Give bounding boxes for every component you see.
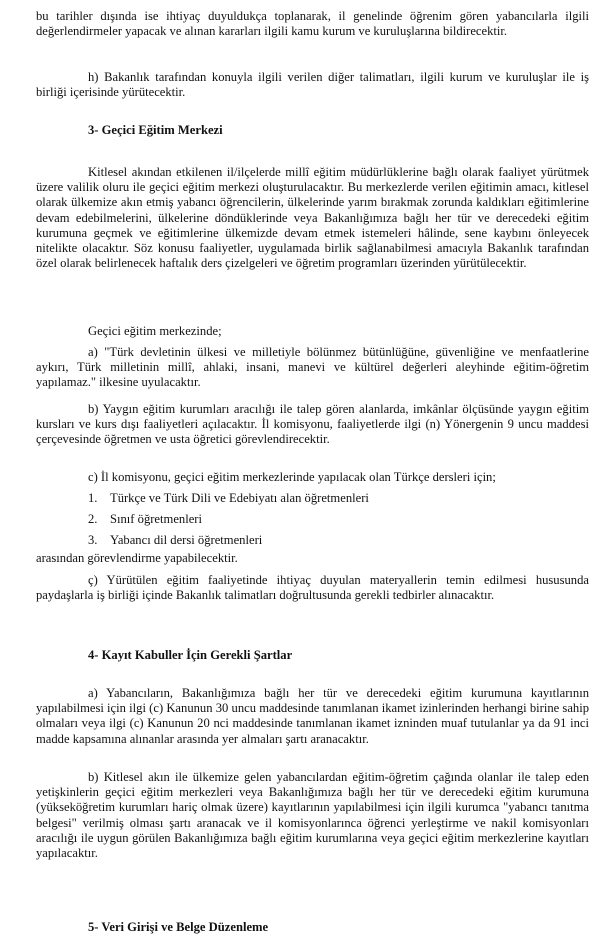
paragraph-a: a) "Türk devletinin ülkesi ve milletiyle bölünmez bütünlüğüne, güvenliğine ve menfaatlerine aykırı, Türk milletinin millî, ahlaki, insani, manevi ve kültürel değerleri aleyhinde eğitim-öğretim yapılamaz." ilkesine uyulacaktır. [36,345,589,390]
section-heading-3: 3- Geçici Eğitim Merkezi [88,123,223,137]
list-item: 3. Yabancı dil dersi öğretmenleri [88,533,263,547]
paragraph-merkezinde: Geçici eğitim merkezinde; [88,324,222,338]
paragraph-h: h) Bakanlık tarafından konuyla ilgili verilen diğer talimatları, ilgili kurum ve kuruluşlar ile iş birliği içerisinde yürütecektir. [36,70,589,100]
list-item: 2. Sınıf öğretmenleri [88,512,202,526]
paragraph-continuation: bu tarihler dışında ise ihtiyaç duyuldukça toplanarak, il genelinde öğrenim gören yabancılarla ilgili değerlendirmeler yapacak ve alınan kararları ilgili kamu kurum ve kuruluşlarına bildirecektir. [36,9,589,39]
paragraph-c: c) İl komisyonu, geçici eğitim merkezlerinde yapılacak olan Türkçe dersleri için; [88,470,496,484]
paragraph-4b: b) Kitlesel akın ile ülkemize gelen yabancılardan eğitim-öğretim çağında olanlar ile talep eden yetişkinlerin geçici eğitim merkezleri veya Bakanlığımıza bağlı her tür ve derecedeki eğitim kurumuna (yükseköğretim kurumları hariç olmak üzere) kayıtlarının yapılabilmesi için ilgili kurumca "yabancı tanıtma belgesi" verilmiş olması şartı aranacak ve il komisyonlarınca öğrenci yerleştirme ve nakil komisyonları aracılığı ile uygun görülen Bakanlığımıza bağlı eğitim kurumlarına veya geçici eğitim merkezlerine kayıtları yapılacaktır. [36,770,589,861]
paragraph-section3-intro: Kitlesel akından etkilenen il/ilçelerde millî eğitim müdürlüklerine bağlı olarak faaliyet yürütmek üzere valilik oluru ile geçici eğitim merkezi oluşturulacaktır. Bu merkezlerde verilen eğitimin amacı, kitlesel olarak ülkemize akın etmiş yabancı öğrencilerin, ülkelerinde yarım bırakmak zorunda kaldıkları eğitimlerine devam edebilmelerini, ülkelerine döndüklerinde veya Bakanlığımıza bağlı her tür ve derecedeki eğitim kurumuna geçmek ve eğitimlerine ülkemizde devam etmek istemeleri hâlinde, sene kaybını önleyecek nitelikte olacaktır. Söz konusu faaliyetler, uygulamada birlik sağlanabilmesi amacıyla Bakanlık tarafından özel olarak belirlenecek haftalık ders çizelgeleri ve öğretim programları üzerinden yürütülecektir. [36,165,589,271]
section-heading-4: 4- Kayıt Kabuller İçin Gerekli Şartlar [88,648,293,662]
paragraph-4a: a) Yabancıların, Bakanlığımıza bağlı her tür ve derecedeki eğitim kurumuna kayıtlarının yapılabilmesi için ilgi (c) Kanunun 30 uncu maddesinde tanımlanan ikamet izinlerinden herhangi birine sahip olmaları veya ilgi (c) Kanunun 20 nci maddesinde tanımlanan ikamet izninden muaf tutulanlar ya da 91 inci madde kapsamına alınanlar arasında yer almaları şartı aranacaktır. [36,686,589,746]
section-heading-5: 5- Veri Girişi ve Belge Düzenleme [88,920,269,934]
list-item: 1. Türkçe ve Türk Dili ve Edebiyatı alan öğretmenleri [88,491,369,505]
paragraph-b: b) Yaygın eğitim kurumları aracılığı ile talep gören alanlarda, imkânlar ölçüsünde yaygın eğitim kursları ve kurs dışı faaliyetleri açılacaktır. İl komisyonu, faaliyetlerde ilgi (n) Yönergenin 9 uncu maddesi çerçevesinde öğretmen ve usta öğretici görevlendirecektir. [36,402,589,447]
paragraph-c-cedilla: ç) Yürütülen eğitim faaliyetinde ihtiyaç duyulan materyallerin temin edilmesi hususunda paydaşlarla iş birliği içinde Bakanlık talimatları doğrultusunda gerekli tedbirler alınacaktır. [36,573,589,603]
paragraph-list-tail: arasından görevlendirme yapabilecektir. [36,551,238,565]
